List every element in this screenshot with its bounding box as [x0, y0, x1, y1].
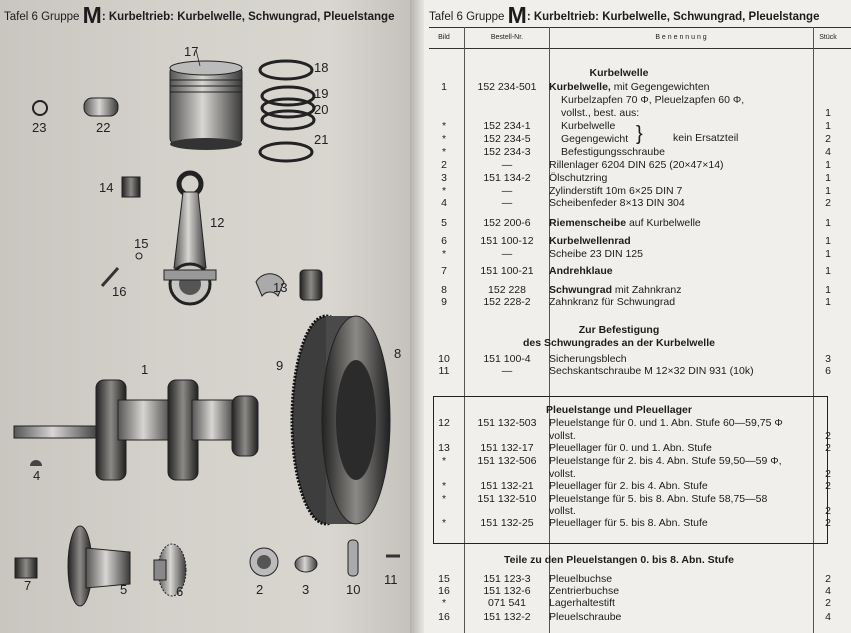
cell-bestell-nr: 151 100-12	[480, 235, 534, 247]
cell-stueck: 1	[825, 159, 831, 171]
figure-number: 1	[141, 362, 149, 377]
cell-bestell-nr: —	[501, 185, 513, 197]
column-header-bestell-nr: Bestell-Nr.	[490, 34, 524, 41]
cell-benennung: vollst.	[549, 430, 576, 442]
cell-benennung: Sechskantschraube M 12×32 DIN 931 (10k)	[549, 365, 754, 377]
cell-bild: *	[441, 185, 447, 197]
table-row	[429, 218, 851, 229]
cell-stueck: 4	[825, 611, 831, 623]
circlip-drawing	[33, 101, 47, 115]
table-row	[429, 82, 851, 93]
column-header-benennung: B e n e n n u n g	[655, 34, 707, 41]
starter-claw-drawing	[15, 558, 37, 578]
cell-bild: 9	[441, 296, 447, 308]
section-title: Pleuelstange und Pleuellager	[546, 404, 692, 416]
table-row	[429, 354, 851, 365]
cell-bestell-nr: 152 234-1	[483, 120, 531, 132]
cell-benennung: Scheibe 23 DIN 125	[549, 248, 643, 260]
cell-benennung: Pleuellager für 5. bis 8. Abn. Stufe	[549, 517, 708, 529]
cell-bestell-nr: —	[501, 197, 513, 209]
cell-bestell-nr: 151 123-3	[483, 573, 531, 585]
cell-bestell-nr: 151 134-2	[483, 172, 531, 184]
cell-benennung: Pleuelstange für 2. bis 4. Abn. Stufe 59,50—59 Φ,	[549, 455, 782, 467]
cell-bild: 16	[438, 611, 450, 623]
cell-stueck: 1	[825, 296, 831, 308]
cell-stueck: 4	[825, 585, 831, 597]
grouping-brace: }	[636, 123, 643, 145]
cell-stueck: 2	[825, 442, 831, 454]
cell-stueck: 2	[825, 505, 831, 517]
note-not-a-spare-part: kein Ersatzteil	[673, 132, 739, 144]
piston-rings-drawing	[260, 61, 314, 161]
figure-number: 3	[302, 582, 310, 597]
cell-stueck: 2	[825, 517, 831, 529]
table-row	[429, 108, 851, 119]
cell-benennung: Rillenlager 6204 DIN 625 (20×47×14)	[549, 159, 724, 171]
cell-stueck: 3	[825, 353, 831, 365]
figure-number: 19	[314, 86, 329, 101]
cell-bestell-nr: 151 100-21	[480, 265, 534, 277]
cell-bestell-nr: 151 100-4	[483, 353, 531, 365]
figure-number: 14	[99, 180, 114, 195]
cell-stueck: 4	[825, 146, 831, 158]
section-title: Teile zu den Pleuelstangen 0. bis 8. Abn. Stufe	[504, 554, 734, 566]
table-row	[429, 134, 851, 145]
table-row	[429, 266, 851, 277]
cell-benennung: vollst.	[549, 468, 576, 480]
table-row	[429, 366, 851, 377]
cell-benennung: Befestigungsschraube	[561, 146, 665, 158]
figure-number: 6	[176, 584, 184, 599]
cell-benennung: Schwungrad mit Zahnkranz	[549, 284, 682, 296]
figure-number: 23	[32, 120, 47, 135]
figure-number: 9	[276, 358, 284, 373]
cell-stueck: 1	[825, 235, 831, 247]
washer-small-drawing	[136, 253, 142, 259]
bushing-drawing	[122, 177, 140, 197]
cell-benennung: Pleuellager für 2. bis 4. Abn. Stufe	[549, 480, 708, 492]
cell-bild: 7	[441, 265, 447, 277]
table-row	[429, 612, 851, 623]
figure-number: 18	[314, 60, 329, 75]
section-title: Zur Befestigung	[578, 324, 660, 336]
cell-bild: *	[441, 248, 447, 260]
figure-number: 4	[33, 468, 41, 483]
cell-stueck: 6	[825, 365, 831, 377]
figure-number: 20	[314, 102, 329, 117]
table-row	[429, 186, 851, 197]
cell-benennung: vollst., best. aus:	[561, 107, 640, 119]
oil-ring-drawing	[295, 556, 317, 572]
flywheel-drawing	[292, 316, 390, 524]
figure-number: 17	[184, 44, 199, 59]
figure-number: 5	[120, 582, 128, 597]
cell-bild: 10	[438, 353, 450, 365]
cell-bild: *	[441, 120, 447, 132]
conrod-section-frame	[433, 396, 828, 544]
locking-plate-drawing	[348, 540, 358, 576]
cell-benennung: Ölschutzring	[549, 172, 608, 184]
cell-bild: 12	[438, 417, 450, 429]
cell-stueck: 1	[825, 107, 831, 119]
crankshaft-drawing	[14, 380, 258, 480]
cell-bild: 5	[441, 217, 447, 229]
cell-benennung: Pleuelschraube	[549, 611, 622, 623]
cell-bestell-nr: 151 132-21	[480, 480, 534, 492]
table-row	[429, 147, 851, 158]
cell-bild: *	[441, 133, 447, 145]
cell-bestell-nr: 151 132-503	[477, 417, 537, 429]
cell-bild: *	[441, 455, 447, 467]
cell-bestell-nr: 152 200-6	[483, 217, 531, 229]
cell-bestell-nr: 151 132-25	[480, 517, 534, 529]
exploded-parts-drawing	[0, 0, 414, 633]
figure-number: 10	[346, 582, 361, 597]
figure-number: 15	[134, 236, 149, 251]
piston-pin-drawing	[84, 98, 118, 116]
cell-bild: 13	[438, 442, 450, 454]
section-title: des Schwungrades an der Kurbelwelle	[523, 337, 715, 349]
cell-stueck: 1	[825, 265, 831, 277]
table-row	[429, 285, 851, 296]
cell-bestell-nr: —	[501, 159, 513, 171]
figure-number: 2	[256, 582, 264, 597]
cell-bild: 2	[441, 159, 447, 171]
cell-bild: 1	[441, 81, 447, 93]
cell-bestell-nr: 152 228	[488, 284, 526, 296]
cell-stueck: 2	[825, 468, 831, 480]
cell-bestell-nr: —	[501, 248, 513, 260]
cell-bestell-nr: 071 541	[488, 597, 526, 609]
cell-bild: *	[441, 517, 447, 529]
cell-bild: *	[441, 597, 447, 609]
cell-bestell-nr: 151 132-2	[483, 611, 531, 623]
cell-benennung: Zylinderstift 10m 6×25 DIN 7	[549, 185, 683, 197]
cell-benennung: Pleuelstange für 5. bis 8. Abn. Stufe 58,75—58	[549, 493, 768, 505]
cell-stueck: 1	[825, 217, 831, 229]
cell-bestell-nr: 151 132-6	[483, 585, 531, 597]
figure-number: 16	[112, 284, 127, 299]
cell-bild: 16	[438, 585, 450, 597]
cell-benennung: Riemenscheibe auf Kurbelwelle	[549, 217, 701, 229]
cell-bild: *	[441, 493, 447, 505]
figure-number: 7	[24, 578, 32, 593]
cell-benennung: Kurbelwellenrad	[549, 235, 631, 247]
table-row	[429, 198, 851, 209]
cell-benennung: Zentrierbuchse	[549, 585, 620, 597]
cell-benennung: Kurbelzapfen 70 Φ, Pleuelzapfen 60 Φ,	[561, 94, 745, 106]
cell-benennung: Sicherungsblech	[549, 353, 627, 365]
table-row	[429, 173, 851, 184]
figure-number: 21	[314, 132, 329, 147]
cell-benennung: Pleuelstange für 0. und 1. Abn. Stufe 60—59,75 Φ	[549, 417, 783, 429]
column-header-stueck: Stück	[819, 34, 837, 41]
cell-bestell-nr: 152 234-5	[483, 133, 531, 145]
cell-stueck: 2	[825, 597, 831, 609]
cell-benennung: Zahnkranz für Schwungrad	[549, 296, 676, 308]
cell-benennung: Gegengewicht	[561, 133, 629, 145]
table-row	[429, 121, 851, 132]
cell-bestell-nr: 152 234-501	[477, 81, 537, 93]
cell-bestell-nr: 152 234-3	[483, 146, 531, 158]
section-title: Kurbelwelle	[589, 67, 649, 79]
cell-bild: 4	[441, 197, 447, 209]
cell-bild: 8	[441, 284, 447, 296]
ball-bearing-drawing	[250, 548, 278, 576]
cell-benennung: Pleuelbuchse	[549, 573, 613, 585]
table-row	[429, 574, 851, 585]
cell-benennung: Pleuellager für 0. und 1. Abn. Stufe	[549, 442, 712, 454]
cell-bestell-nr: 151 132-506	[477, 455, 537, 467]
column-header-bild: Bild	[438, 34, 450, 41]
cell-benennung: Kurbelwelle	[561, 120, 616, 132]
cell-stueck: 1	[825, 248, 831, 260]
cell-stueck: 2	[825, 430, 831, 442]
figure-number: 22	[96, 120, 111, 135]
bearing-shell-drawing	[300, 270, 322, 300]
cell-stueck: 2	[825, 573, 831, 585]
cell-stueck: 2	[825, 133, 831, 145]
figure-number: 12	[210, 215, 225, 230]
figure-number: 8	[394, 346, 402, 361]
cell-benennung: Lagerhaltestift	[549, 597, 615, 609]
table-row	[429, 236, 851, 247]
cell-bestell-nr: 151 132-17	[480, 442, 534, 454]
table-row	[429, 249, 851, 260]
piston-drawing	[170, 50, 242, 150]
cell-benennung: Scheibenfeder 8×13 DIN 304	[549, 197, 685, 209]
cell-bild: *	[441, 480, 447, 492]
cell-bild: 15	[438, 573, 450, 585]
cell-bestell-nr: 152 228-2	[483, 296, 531, 308]
cell-benennung: vollst.	[549, 505, 576, 517]
table-header	[429, 27, 851, 49]
left-page-illustration	[0, 0, 414, 633]
woodruff-key-drawing	[30, 460, 42, 466]
cell-benennung: Kurbelwelle, mit Gegengewichten	[549, 81, 710, 93]
cell-bestell-nr: —	[501, 365, 513, 377]
figure-number: 13	[273, 280, 288, 295]
table-row	[429, 160, 851, 171]
cell-stueck: 1	[825, 172, 831, 184]
figure-number: 11	[384, 572, 398, 587]
cell-bestell-nr: 151 132-510	[477, 493, 537, 505]
cell-stueck: 1	[825, 120, 831, 132]
cell-bild: 11	[438, 365, 450, 377]
cell-stueck: 1	[825, 185, 831, 197]
connecting-rod-drawing	[164, 173, 216, 304]
table-row	[429, 297, 851, 308]
table-row	[429, 95, 851, 106]
left-page-header: Tafel 6 Gruppe M: Kurbeltrieb: Kurbelwelle, Schwungrad, Pleuelstange	[4, 2, 395, 28]
cell-stueck: 2	[825, 197, 831, 209]
cell-bild: *	[441, 146, 447, 158]
cell-stueck: 2	[825, 480, 831, 492]
cell-stueck: 1	[825, 284, 831, 296]
cell-bild: 6	[441, 235, 447, 247]
table-row	[429, 598, 851, 609]
right-page-header: Tafel 6 Gruppe M: Kurbeltrieb: Kurbelwelle, Schwungrad, Pleuelstange	[429, 2, 820, 28]
table-row	[429, 586, 851, 597]
cell-benennung: Andrehklaue	[549, 265, 613, 277]
cell-bild: 3	[441, 172, 447, 184]
